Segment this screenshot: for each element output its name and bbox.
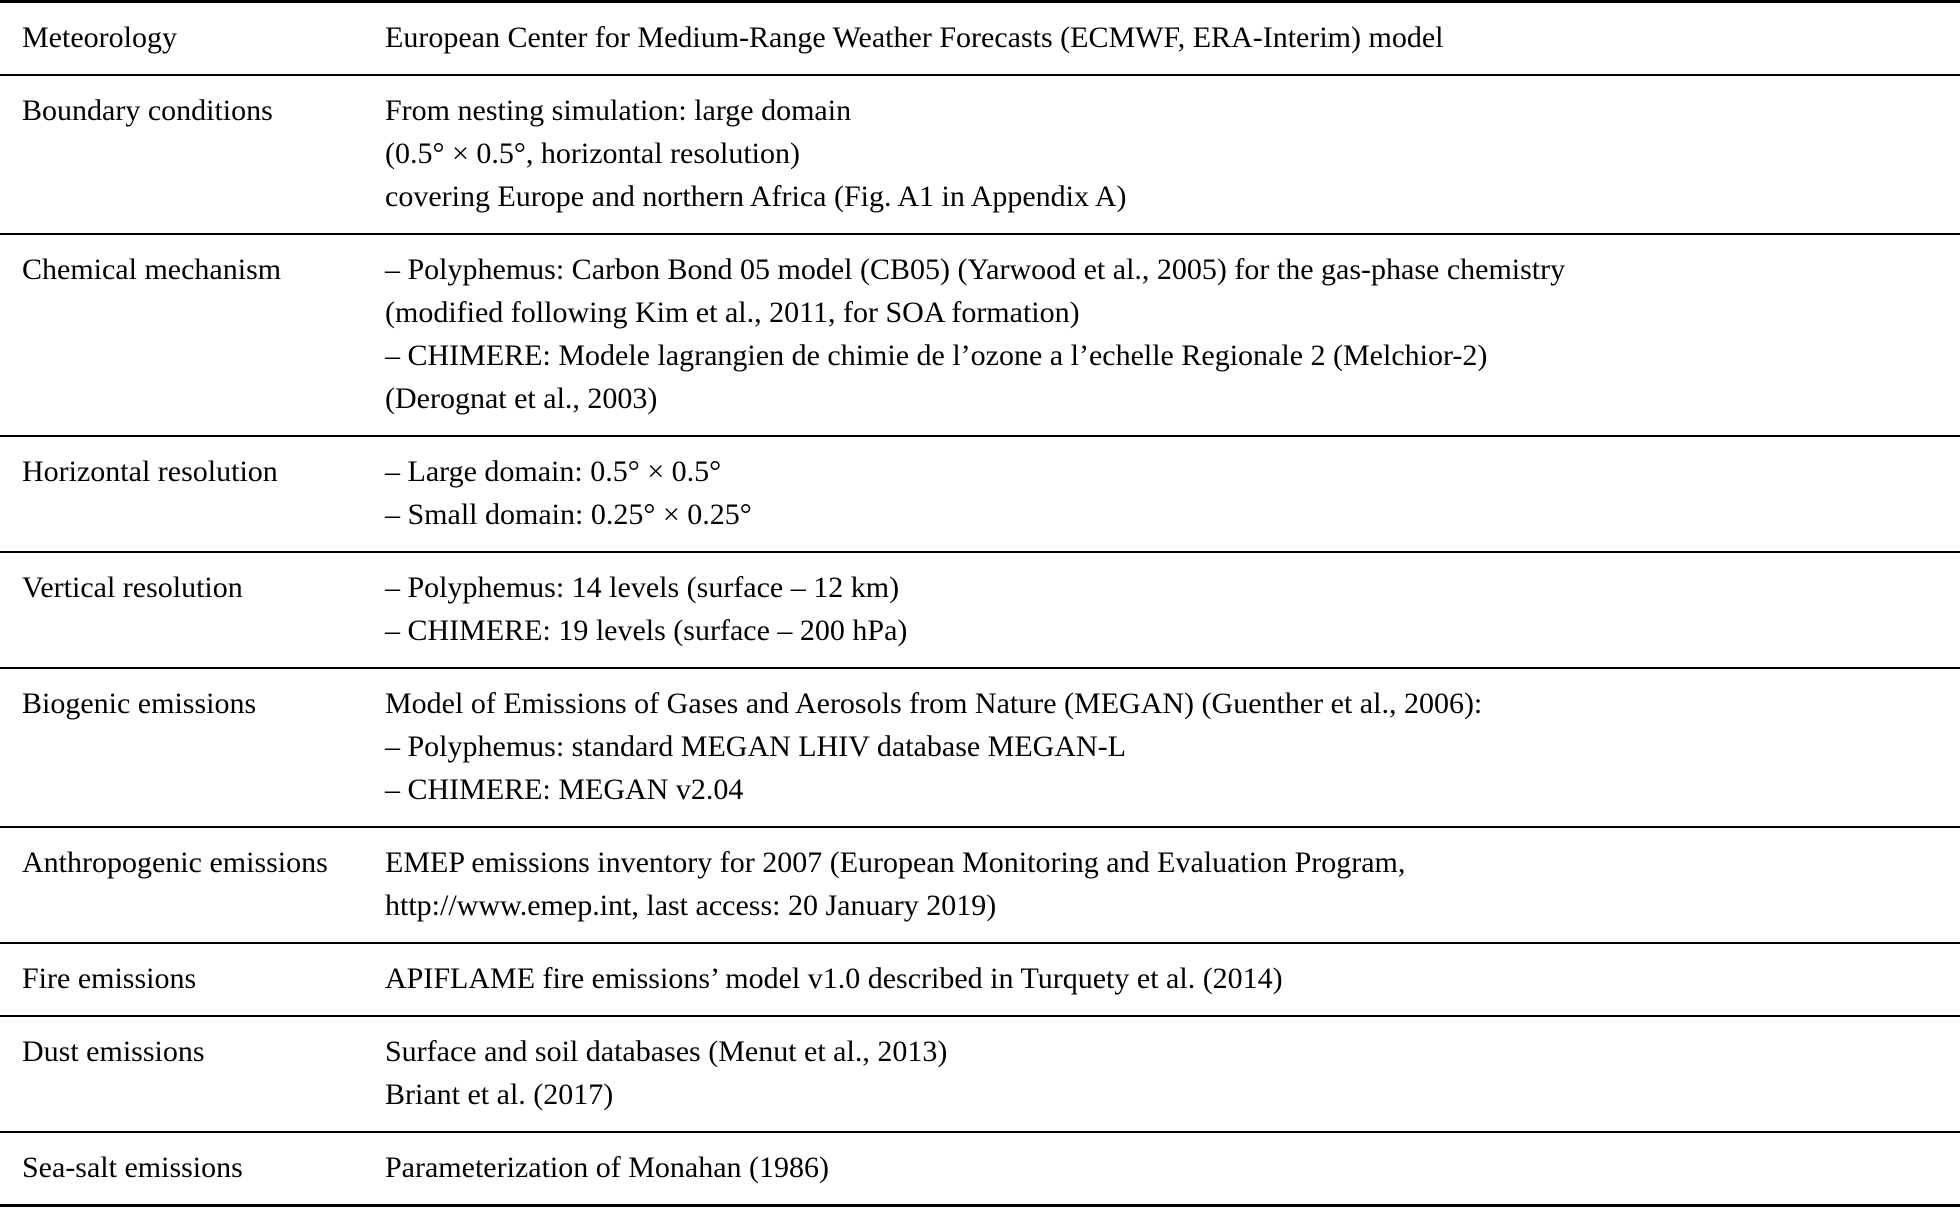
row-value bbox=[384, 827, 1960, 943]
value-line: (0.5° × 0.5°, horizontal resolution) bbox=[385, 137, 801, 170]
value-line: – CHIMERE: 19 levels (surface – 200 hPa) bbox=[385, 614, 908, 647]
row-value bbox=[384, 668, 1960, 827]
table-row-dust-emissions bbox=[0, 1016, 1960, 1132]
value-line: – CHIMERE: MEGAN v2.04 bbox=[385, 773, 744, 806]
row-value bbox=[384, 75, 1960, 234]
table-row-chemical-mechanism bbox=[0, 234, 1960, 436]
value-line: – Polyphemus: 14 levels (surface – 12 km) bbox=[385, 571, 900, 604]
value-line: EMEP emissions inventory for 2007 (European Monitoring and Evaluation Program, bbox=[385, 846, 1406, 879]
row-value bbox=[384, 234, 1960, 436]
row-value bbox=[384, 1016, 1960, 1132]
row-label: Sea-salt emissions bbox=[22, 1151, 243, 1184]
row-value bbox=[384, 552, 1960, 668]
value-line: http://www.emep.int, last access: 20 January 2019) bbox=[385, 889, 997, 922]
table-row-boundary-conditions bbox=[0, 75, 1960, 234]
row-label: Horizontal resolution bbox=[22, 455, 278, 488]
value-line: (modified following Kim et al., 2011, for SOA formation) bbox=[385, 296, 1080, 329]
table-row-biogenic-emissions bbox=[0, 668, 1960, 827]
row-label: Dust emissions bbox=[22, 1035, 205, 1068]
value-line: Briant et al. (2017) bbox=[385, 1078, 614, 1111]
value-line: European Center for Medium-Range Weather Forecasts (ECMWF, ERA-Interim) model bbox=[385, 21, 1444, 54]
row-label: Boundary conditions bbox=[22, 94, 273, 127]
row-value bbox=[384, 2, 1960, 76]
value-line: Surface and soil databases (Menut et al., 2013) bbox=[385, 1035, 948, 1068]
value-line: – Small domain: 0.25° × 0.25° bbox=[385, 498, 752, 531]
value-line: (Derognat et al., 2003) bbox=[385, 382, 658, 415]
value-line: – Polyphemus: Carbon Bond 05 model (CB05) (Yarwood et al., 2005) for the gas-phase chemistry bbox=[385, 253, 1566, 286]
row-label: Fire emissions bbox=[22, 962, 197, 995]
row-label: Anthropogenic emissions bbox=[22, 846, 328, 879]
table-row-sea-salt-emissions bbox=[0, 1132, 1960, 1206]
value-line: APIFLAME fire emissions’ model v1.0 described in Turquety et al. (2014) bbox=[385, 962, 1283, 995]
row-label: Biogenic emissions bbox=[22, 687, 257, 720]
table-row-anthropogenic-emissions bbox=[0, 827, 1960, 943]
row-label: Vertical resolution bbox=[22, 571, 243, 604]
table-row-vertical-resolution bbox=[0, 552, 1960, 668]
value-line: Parameterization of Monahan (1986) bbox=[385, 1151, 830, 1184]
value-line: covering Europe and northern Africa (Fig. A1 in Appendix A) bbox=[385, 180, 1127, 213]
row-label: Chemical mechanism bbox=[22, 253, 282, 286]
value-line: – Large domain: 0.5° × 0.5° bbox=[385, 455, 722, 488]
table-row-horizontal-resolution bbox=[0, 436, 1960, 552]
row-value bbox=[384, 1132, 1960, 1206]
row-label: Meteorology bbox=[22, 21, 177, 54]
value-line: – Polyphemus: standard MEGAN LHIV database MEGAN-L bbox=[385, 730, 1126, 763]
value-line: Model of Emissions of Gases and Aerosols from Nature (MEGAN) (Guenther et al., 2006): bbox=[385, 687, 1483, 720]
table-row-fire-emissions bbox=[0, 943, 1960, 1016]
row-value bbox=[384, 436, 1960, 552]
table-row-meteorology bbox=[0, 2, 1960, 76]
value-line: – CHIMERE: Modele lagrangien de chimie de l’ozone a l’echelle Regionale 2 (Melchior-2) bbox=[385, 339, 1488, 372]
value-line: From nesting simulation: large domain bbox=[385, 94, 852, 127]
row-value bbox=[384, 943, 1960, 1016]
